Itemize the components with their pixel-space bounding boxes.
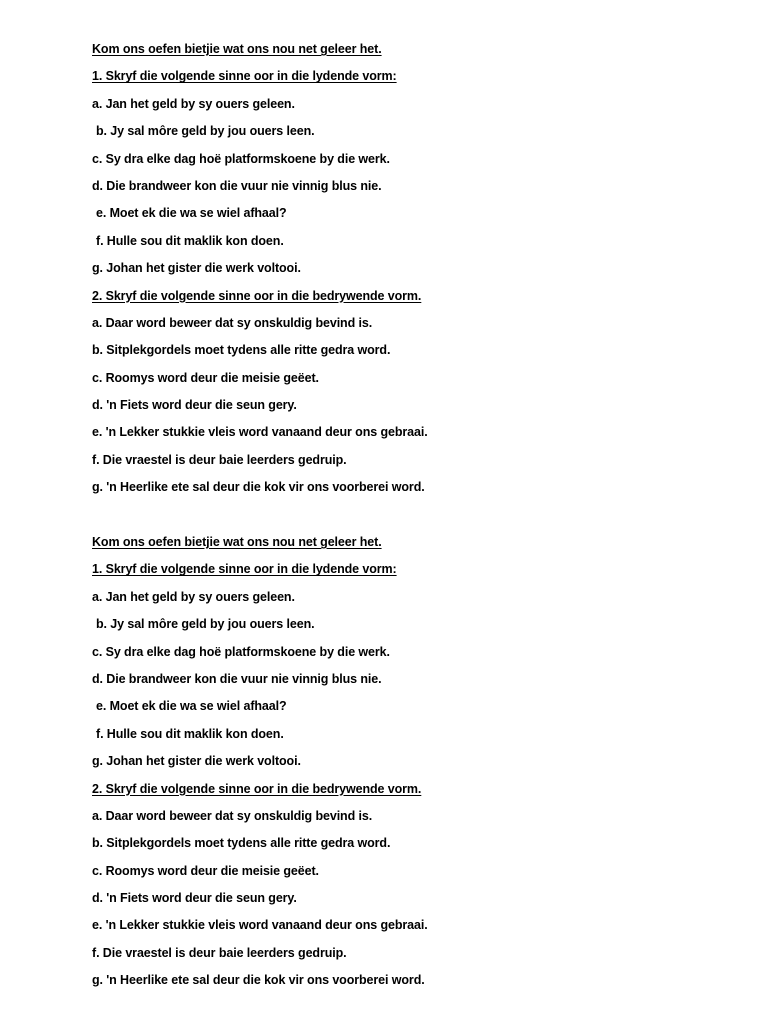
worksheet-copy-1: [92, 42, 732, 508]
list-item: c. Sy dra elke dag hoë platformskoene by die werk.: [92, 644, 390, 659]
list-item: b. Jy sal môre geld by jou ouers leen.: [96, 617, 315, 632]
list-item: d. Die brandweer kon die vuur nie vinnig blus nie.: [92, 671, 382, 686]
list-item: a. Daar word beweer dat sy onskuldig bevind is.: [92, 315, 373, 330]
list-item: d. 'n Fiets word deur die seun gery.: [92, 891, 297, 906]
list-item: f. Hulle sou dit maklik kon doen.: [96, 233, 284, 248]
list-item: g. 'n Heerlike ete sal deur die kok vir ons voorberei word.: [92, 480, 425, 495]
worksheet-title: Kom ons oefen bietjie wat ons nou net geleer het.: [92, 42, 382, 56]
worksheet-title: Kom ons oefen bietjie wat ons nou net geleer het.: [92, 535, 382, 549]
list-item: f. Die vraestel is deur baie leerders gedruip.: [92, 945, 347, 960]
section-1-heading: 1. Skryf die volgende sinne oor in die lydende vorm:: [92, 69, 397, 84]
list-item: g. Johan het gister die werk voltooi.: [92, 261, 301, 276]
list-item: d. 'n Fiets word deur die seun gery.: [92, 398, 297, 413]
section-1-heading: 1. Skryf die volgende sinne oor in die lydende vorm:: [92, 562, 397, 577]
list-item: c. Sy dra elke dag hoë platformskoene by die werk.: [92, 151, 390, 166]
list-item: g. Johan het gister die werk voltooi.: [92, 754, 301, 769]
list-item: b. Jy sal môre geld by jou ouers leen.: [96, 124, 315, 139]
list-item: e. 'n Lekker stukkie vleis word vanaand deur ons gebraai.: [92, 425, 428, 440]
list-item: a. Jan het geld by sy ouers geleen.: [92, 96, 295, 111]
list-item: e. 'n Lekker stukkie vleis word vanaand deur ons gebraai.: [92, 918, 428, 933]
list-item: c. Roomys word deur die meisie geëet.: [92, 370, 319, 385]
list-item: f. Hulle sou dit maklik kon doen.: [96, 726, 284, 741]
list-item: e. Moet ek die wa se wiel afhaal?: [96, 699, 287, 714]
list-item: b. Sitplekgordels moet tydens alle ritte gedra word.: [92, 836, 391, 851]
list-item: g. 'n Heerlike ete sal deur die kok vir ons voorberei word.: [92, 973, 425, 988]
list-item: b. Sitplekgordels moet tydens alle ritte gedra word.: [92, 343, 391, 358]
section-2-heading: 2. Skryf die volgende sinne oor in die bedrywende vorm.: [92, 288, 422, 303]
worksheet-copy-2: [92, 535, 732, 1001]
list-item: a. Jan het geld by sy ouers geleen.: [92, 589, 295, 604]
list-item: c. Roomys word deur die meisie geëet.: [92, 863, 319, 878]
list-item: a. Daar word beweer dat sy onskuldig bevind is.: [92, 808, 373, 823]
section-2-heading: 2. Skryf die volgende sinne oor in die bedrywende vorm.: [92, 781, 422, 796]
list-item: d. Die brandweer kon die vuur nie vinnig blus nie.: [92, 178, 382, 193]
list-item: e. Moet ek die wa se wiel afhaal?: [96, 206, 287, 221]
list-item: f. Die vraestel is deur baie leerders gedruip.: [92, 452, 347, 467]
